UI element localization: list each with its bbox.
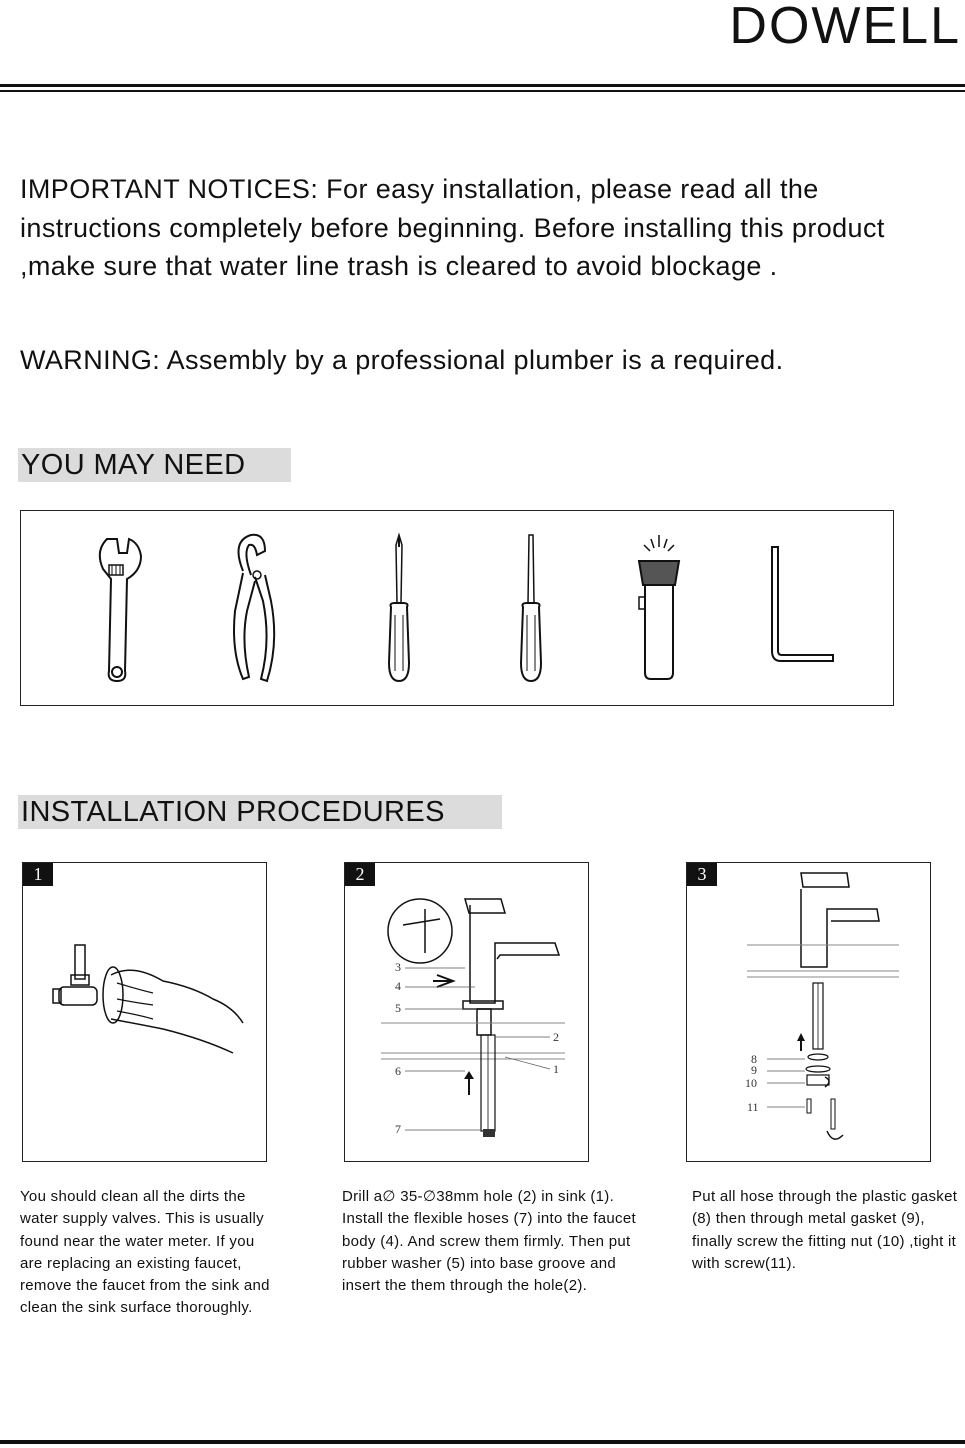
procedures-heading: INSTALLATION PROCEDURES <box>18 795 502 829</box>
callout-2: 2 <box>553 1030 559 1044</box>
step-1-panel <box>22 862 267 1162</box>
header-rule <box>0 84 965 87</box>
faucet-body-installation-illustration <box>345 863 590 1163</box>
step-3-text: Put all hose through the plastic gasket (8) then through metal gasket (9), finally screw the fitting nut (10) ,tight it with screw(11). <box>692 1188 958 1272</box>
callout-8: 8 <box>751 1052 757 1066</box>
adjustable-wrench-icon <box>89 531 149 686</box>
warning-notice: WARNING: Assembly by a professional plumber is a required. <box>20 345 784 375</box>
tools-heading: YOU MAY NEED <box>18 448 291 482</box>
callout-4: 4 <box>395 979 401 993</box>
important-notice: IMPORTANT NOTICES: For easy installation, please read all the instructions completely before beginning. Before installing this product ,make sure that water line trash is cleared to avoid blockage . <box>20 174 885 281</box>
brand-logo: DOWELL <box>729 0 961 55</box>
callout-3: 3 <box>395 960 401 974</box>
step-1-text: You should clean all the dirts the water supply valves. This is usually found near the water meter. If you are replacing an existing faucet, remove the faucet from the sink and clean the sink surface thoroughly. <box>20 1188 270 1317</box>
callout-7: 7 <box>395 1122 401 1136</box>
callout-11: 11 <box>747 1100 759 1114</box>
step-2-text: Drill a∅ 35-∅38mm hole (2) in sink (1). Install the flexible hoses (7) into the faucet body (4). And screw them firmly. Then put rubber washer (5) into base groove and insert the them through the hole(2). <box>342 1188 636 1295</box>
callout-5: 5 <box>395 1001 401 1015</box>
footer-rule <box>0 1440 965 1444</box>
mounting-hardware-illustration <box>687 863 932 1163</box>
step-2-number: 2 <box>345 863 375 886</box>
phillips-screwdriver-icon <box>381 533 417 688</box>
tools-box <box>20 510 894 706</box>
hand-cleaning-valve-illustration <box>53 943 253 1063</box>
step-1-number: 1 <box>23 863 53 886</box>
callout-6: 6 <box>395 1064 401 1078</box>
header-rule-thin <box>0 90 965 92</box>
step-3-panel <box>686 862 931 1162</box>
callout-1: 1 <box>553 1062 559 1076</box>
callout-10: 10 <box>745 1076 757 1090</box>
flathead-screwdriver-icon <box>513 533 549 688</box>
flashlight-icon <box>629 533 689 688</box>
step-2-panel <box>344 862 589 1162</box>
hex-key-icon <box>769 543 839 668</box>
step-3-number: 3 <box>687 863 717 886</box>
pliers-icon <box>221 531 281 686</box>
callout-9: 9 <box>751 1063 757 1077</box>
